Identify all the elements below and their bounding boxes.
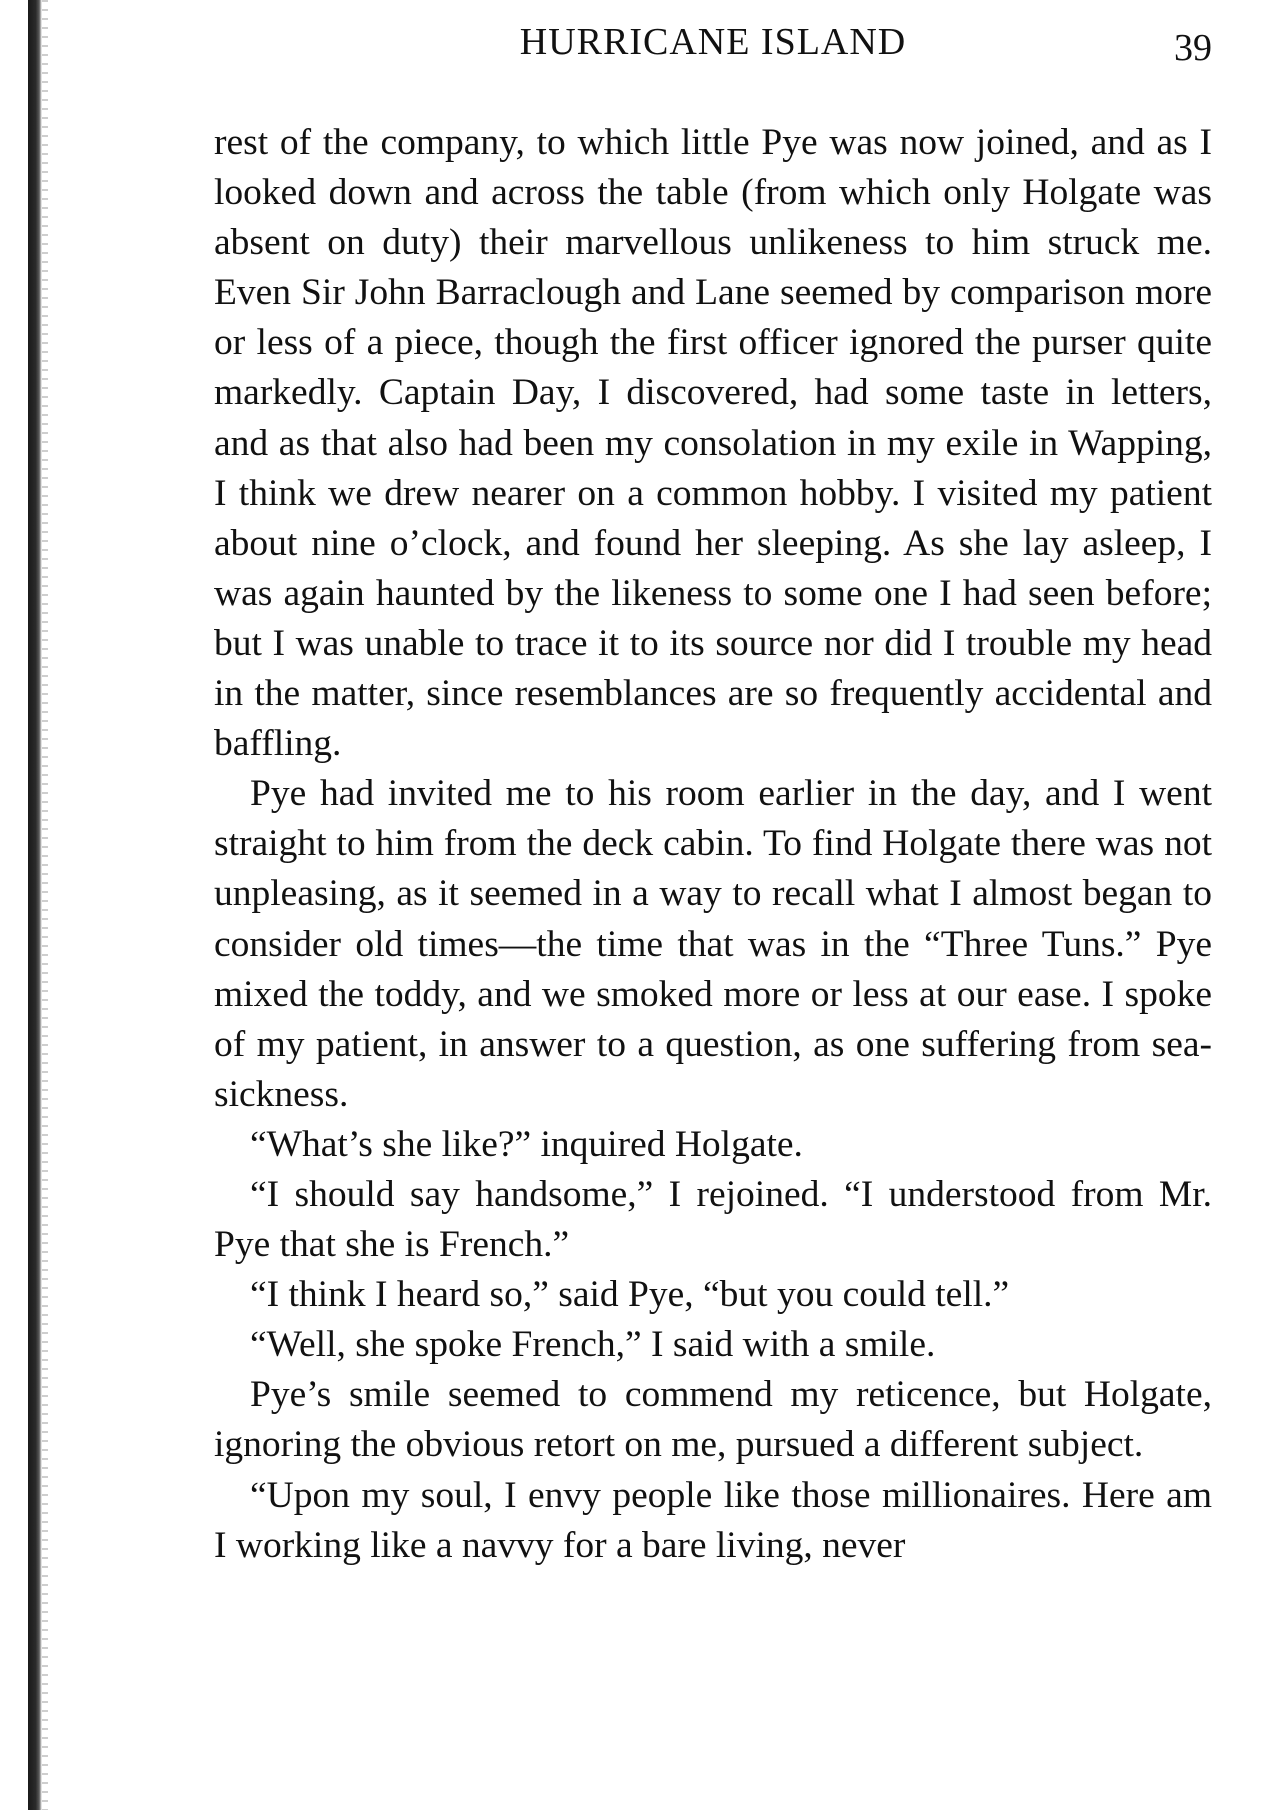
book-spine-edge [28, 0, 42, 1810]
page-number: 39 [1174, 27, 1212, 69]
paragraph: rest of the company, to which little Pye was now joined, and as I looked down and across the table (from which only Holgate was absent on duty) their marvellous unlikeness to him struck me. Even Sir John Barraclough and Lane seemed by comparison more or less of a piece, though the first officer ignored the purser quite markedly. Captain Day, I discovered, had some taste in letters, and as that also had been my consolation in my exile in Wapping, I think we drew nearer on a common hobby. I visited my patient about nine o’clock, and found her sleeping. As she lay asleep, I was again haunted by the likeness to some one I had seen before; but I was unable to trace it to its source nor did I trouble my head in the matter, since resemblances are so frequently accidental and baffling. [214, 122, 1212, 765]
paragraph: “I should say handsome,” I rejoined. “I understood from Mr. Pye that she is French.” [214, 1173, 1212, 1266]
body-text [214, 118, 1212, 1571]
book-gutter-shadow [42, 0, 48, 1810]
paragraph: “What’s she like?” inquired Holgate. [250, 1123, 803, 1165]
paragraph: “I think I heard so,” said Pye, “but you could tell.” [250, 1274, 1010, 1316]
running-head: HURRICANE ISLAND [519, 21, 907, 63]
page-header [214, 20, 1212, 70]
paragraph: Pye had invited me to his room earlier in the day, and I went straight to him from the deck cabin. To find Holgate there was not unpleasing, as it seemed in a way to recall what I almost began to consider old times—the time that was in the “Three Tuns.” Pye mixed the toddy, and we smoked more or less at our ease. I spoke of my patient, in answer to a question, as one suffering from sea-sickness. [214, 773, 1212, 1115]
paragraph: Pye’s smile seemed to commend my reticence, but Holgate, ignoring the obvious retort on me, pursued a different subject. [214, 1374, 1212, 1466]
paragraph: “Upon my soul, I envy people like those millionaires. Here am I working like a navvy for a bare living, never [214, 1474, 1212, 1566]
paragraph: “Well, she spoke French,” I said with a smile. [250, 1324, 936, 1366]
